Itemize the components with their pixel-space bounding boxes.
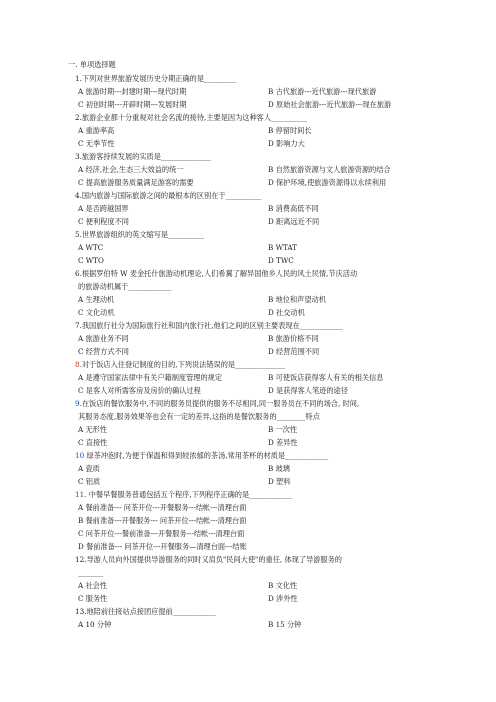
question-stem: 对于饭店入住登记制度的目的,下列说法错误的是______________ [81,360,286,369]
question-stem: 我国旅行社分为国际旅行社和国内旅行社,他们之间的区别主要表现在____________ [81,321,343,330]
option-a: A 是否跨越国界 [78,204,129,213]
question-number: 10 [75,451,85,460]
question-2 [75,113,307,122]
question-stem: 国内旅游与国际旅游之间的最根本的区别在于__________ [81,191,262,200]
option-d: D TWC [268,256,294,265]
question-6 [75,269,357,278]
question-4 [75,191,262,200]
option-d: D 经营范围不同 [268,347,320,356]
option-b: B 一次性 [268,425,298,434]
question-5 [75,230,204,239]
option-a: A 生理动机 [78,295,115,304]
option-c: C 铝质 [78,477,101,486]
option-d: D 原始社会旅游---近代旅游---现在旅游 [268,100,392,109]
option-d: D 涉外性 [268,594,298,603]
option-c: C 无季节性 [78,139,115,148]
question-stem-continued: 其服务态度,服务效果等也会有一定的差异,这指的是餐饮服务的________特点 [78,412,320,421]
option-d: D 距离远近不同 [268,217,320,226]
question-stem: 绿茶冲泡时,为便于保温和得到较浓郁的茶汤,常用茶杯的材质是____________ [86,451,329,460]
option-d: D 社交动机 [268,308,305,317]
question-stem: 地陪前往接站点接团应提前____________ [86,607,216,616]
option-a: A 瓷质 [78,464,100,473]
option-b: B 文化性 [268,581,298,590]
question-stem: 根据罗伯特 W 麦金托什旅游动机理论,人们希翼了解异国他乡人民的风土民情,节庆活动 [81,269,358,278]
option-c: C 直接性 [78,438,108,447]
question-number: 1. [75,74,82,83]
option-a: A 餐前准备--- 问茶开位---开餐服务---结帐---清理台面 [78,503,247,512]
option-a: A 10 分钟 [78,620,112,629]
question-number: 3. [75,152,82,161]
option-b: B 古代旅游---近代旅游---现代旅游 [268,87,377,96]
option-c: C 是客人对所需客房及房价的确认过程 [78,386,201,395]
option-a: A 社会性 [78,581,108,590]
question-stem-continued: _______ [78,568,104,577]
option-b: B 旅游价格不同 [268,334,319,343]
section-title: 一. 单项选择题 [68,60,116,69]
option-c: C 提高旅游服务质量满足游客的需要 [78,178,194,187]
option-c: C 文化动机 [78,308,115,317]
question-8 [75,360,285,369]
question-number: 12. [75,555,87,564]
option-c: C 服务性 [78,594,108,603]
question-stem: 在饭店的餐饮服务中,不同的服务员提供的服务不尽相同,同一服务员在不同的场合, 时间, [81,399,360,408]
option-c: C 便利程度不同 [78,217,129,226]
option-a: A 旅游业务不同 [78,334,129,343]
option-c: C 经营方式不同 [78,347,129,356]
question-7 [75,321,343,330]
question-1 [75,74,236,83]
question-9 [75,399,359,408]
question-number: 2. [75,113,82,122]
option-a: A 旅游时期---封建时期---现代时期 [78,87,187,96]
question-stem: 旅游企业都十分重视对社会名流的接待,主要是因为这种客人__________ [81,113,307,122]
question-number: 7. [75,321,82,330]
question-stem: 中餐早餐服务普通包括五个程序,下列程序正确的是____________ [88,490,293,499]
option-b: B 可使饭店获得客人有关的相关信息 [268,373,384,382]
option-c: C WTO [78,256,104,265]
option-a: A WTC [78,243,104,252]
question-stem: 世界旅游组织的英文缩写是__________ [81,230,205,239]
option-d: D 影响力大 [268,139,305,148]
option-d: D 差异性 [268,438,298,447]
question-stem: 导游人员向外国提供导游服务的同时又肩负"民间大使"的重任, 体现了导游服务的 [86,555,342,564]
option-a: A 是遵守国家法律中有关户籍制度管理的规定 [78,373,223,382]
option-b: B 自然旅游资源与文人旅游资源的结合 [268,165,391,174]
option-c: C 初创时期---开辟时期---发展时期 [78,100,187,109]
question-3 [75,152,211,161]
question-stem: 下列对世界旅游发展历史分期正确的是_________ [81,74,237,83]
question-number: 11. [75,490,87,499]
question-10 [75,451,328,460]
question-stem-continued: 的旅游动机属于____________ [78,282,172,291]
option-b: B 地位和声望动机 [268,295,326,304]
question-number: 6. [75,269,82,278]
option-b: B 消费高低不同 [268,204,319,213]
option-b: B 餐前准备---开餐服务--- 问茶开位---结帐---清理台面 [78,516,247,525]
option-d: D 餐前准备--- 问茶开位---开餐服务—清理台面---结账 [78,542,247,551]
option-d: D 塑料 [268,477,291,486]
option-d: D 保护环境,使旅游资源得以永续利用 [268,178,387,187]
option-b: B 玻璃 [268,464,290,473]
option-b: B 15 分钟 [268,620,302,629]
option-d: D 是获得客人笔迹的途径 [268,386,348,395]
question-number: 9. [75,399,82,408]
option-a: A 无形性 [78,425,108,434]
question-11 [75,490,292,499]
option-a: A 重游率高 [78,126,115,135]
question-stem: 旅游客持续发展的实质是______________ [81,152,212,161]
option-a: A 经济,社会,生态三大效益的统一 [78,165,184,174]
question-13 [75,607,216,616]
option-b: B 停留时间长 [268,126,312,135]
question-12 [75,555,342,564]
option-c: C 问茶开位---餐前准备---开餐服务---结帐---清理台面 [78,529,245,538]
question-number: 4. [75,191,82,200]
question-number: 8. [75,360,82,369]
question-number: 5. [75,230,82,239]
question-number: 13. [75,607,87,616]
option-b: B WTAT [268,243,297,252]
